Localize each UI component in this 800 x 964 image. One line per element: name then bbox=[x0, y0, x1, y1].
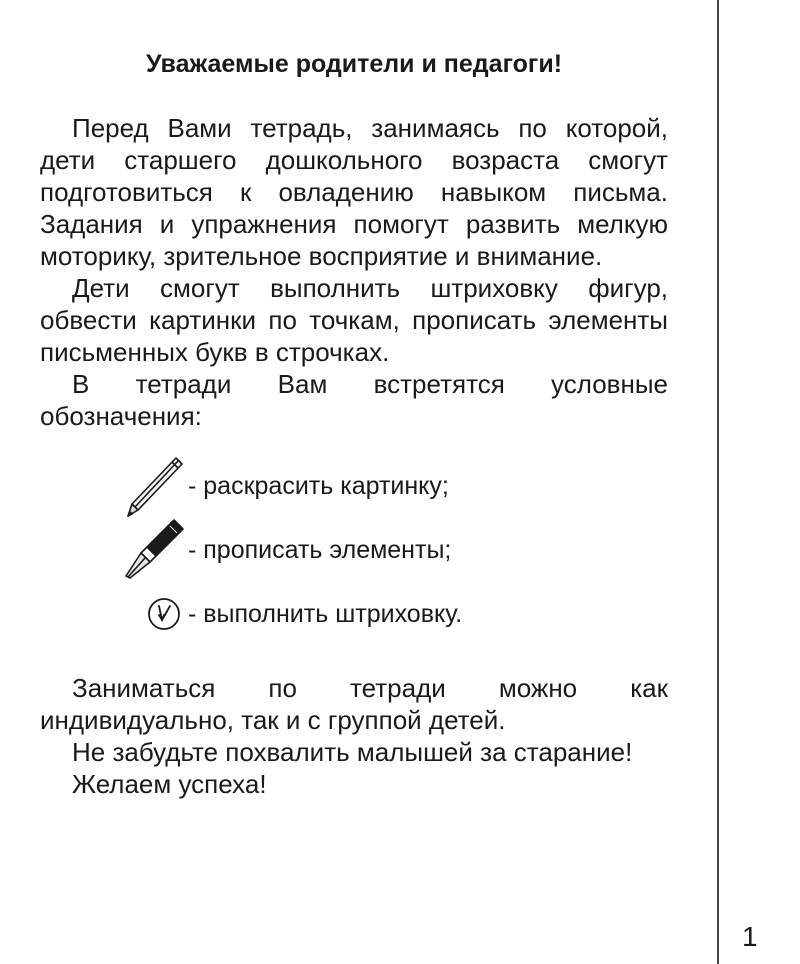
intro-paragraph: Перед Вами тетрадь, занимаясь по которой, дети старшего дошкольного возраста смогут подготовиться к овладению навыком письма. Задания и упражнения помогут развить мелкую моторику, зрительное восприятие и внимание. bbox=[40, 113, 668, 271]
symbol-legend bbox=[40, 454, 668, 646]
hatching-circle-icon bbox=[120, 582, 186, 646]
page-title: Уважаемые родители и педагоги! bbox=[145, 50, 563, 78]
page-content bbox=[40, 44, 668, 800]
closing-block bbox=[40, 672, 668, 800]
tasks-paragraph: Дети смогут выполнить штриховку фигур, обвести картинки по точкам, прописать элементы письменных букв в строчках. bbox=[40, 273, 668, 367]
legend-item-color bbox=[120, 454, 668, 518]
legend-item-write bbox=[120, 518, 668, 582]
page-number: 1 bbox=[742, 921, 758, 952]
fountain-pen-icon bbox=[120, 518, 186, 582]
legend-item-hatch bbox=[120, 582, 668, 646]
pencil-icon bbox=[120, 454, 186, 518]
usage-paragraph: Заниматься по тетради можно как индивидуально, так и с группой детей. bbox=[40, 673, 668, 735]
praise-paragraph: Не забудьте похвалить малышей за старание! bbox=[72, 737, 633, 767]
legend-item-write-label: - прописать элементы; bbox=[188, 536, 452, 564]
legend-intro-paragraph: В тетради Вам встретятся условные обозначения: bbox=[40, 369, 668, 431]
wish-paragraph: Желаем успеха! bbox=[72, 769, 267, 799]
legend-item-hatch-label: - выполнить штриховку. bbox=[188, 600, 463, 628]
page-margin-line bbox=[717, 0, 719, 964]
legend-item-color-label: - раскрасить картинку; bbox=[188, 472, 449, 500]
